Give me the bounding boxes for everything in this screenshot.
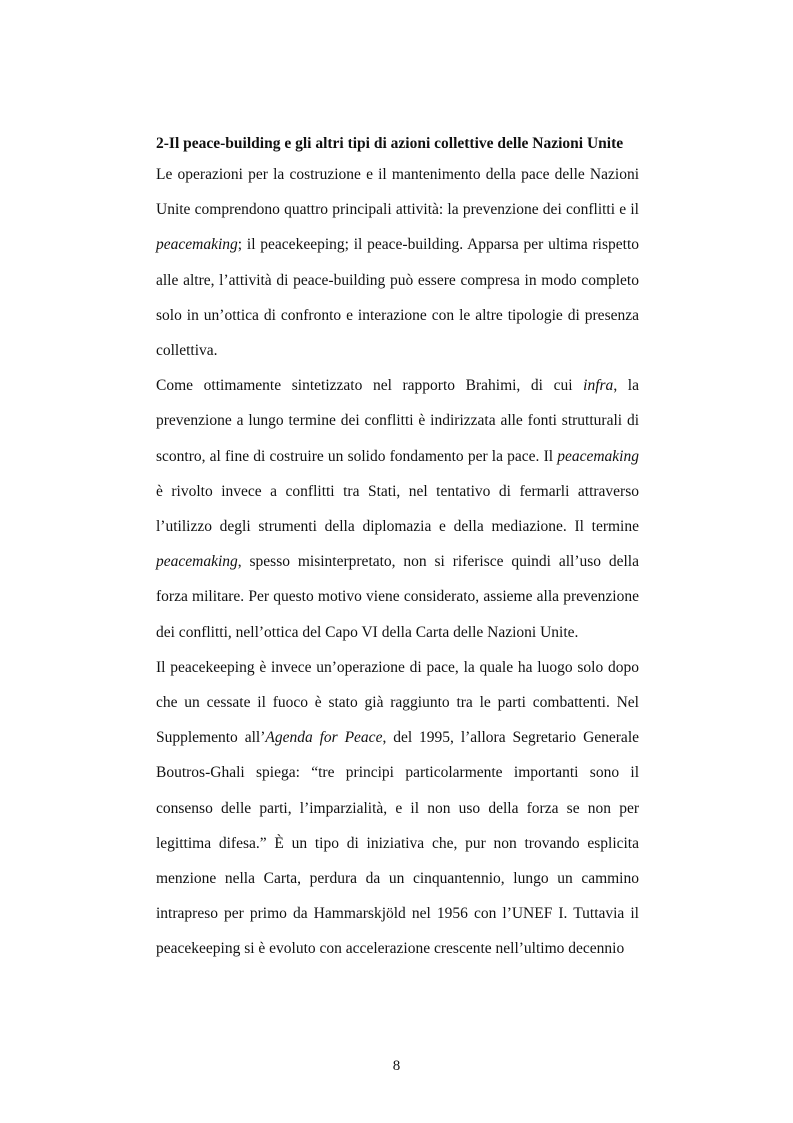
text-run: Il peacekeeping è invece un’operazione di pace, la quale ha luogo solo dopo che un cessate il fuoco è stato già raggiunto tra le parti combattenti. Nel Supplemento all’ [156, 658, 639, 747]
text-run: ; il peacekeeping; il peace-building. Apparsa per ultima rispetto alle altre, l’attività di peace-building può essere compresa in modo completo solo in un’ottica di confronto e interazione con le altre tipologie di presenza collettiva. [156, 236, 639, 360]
paragraph-1 [156, 157, 639, 368]
text-run: , la prevenzione a lungo termine dei conflitti è indirizzata alle fonti strutturali di scontro, al fine di costruire un solido fondamento per la pace. Il [156, 377, 639, 465]
italic-term: peacemaking [156, 236, 238, 254]
text-run: è rivolto invece a conflitti tra Stati, nel tentativo di fermarli attraverso l’utilizzo degli strumenti della diplomazia e della mediazione. Il termine [156, 482, 639, 536]
text-run: Le operazioni per la costruzione e il mantenimento della pace delle Nazioni Unite comprendono quattro principali attività: la prevenzione dei conflitti e il [156, 166, 639, 219]
text-run: , del 1995, l’allora Segretario Generale Boutros-Ghali spiega: “tre principi particolarmente importanti sono il consenso delle parti, l’imparzialità, e il non uso della forza se non per legittima difesa.” È un tipo di iniziativa che, pur non trovando esplicita menzione nella Carta, perdura da un cinquantennio, lungo un cammino intrapreso per primo da Hammarskjöld nel 1956 con l’UNEF I. Tuttavia il peacekeeping si è evoluto con accelerazione crescente nell’ultimo decennio [156, 729, 639, 958]
italic-term: Agenda for Peace [265, 729, 383, 747]
section-heading: 2-Il peace-building e gli altri tipi di azioni collettive delle Nazioni Unite [156, 135, 624, 152]
paragraph-2 [156, 368, 639, 650]
italic-term: infra [583, 377, 614, 395]
paragraph-3 [156, 650, 639, 967]
text-run: , spesso misinterpretato, non si riferisce quindi all’uso della forza militare. Per questo motivo viene considerato, assieme alla prevenzione dei conflitti, nell’ottica del Capo VI della Carta delle Nazioni Unite. [156, 553, 639, 641]
text-run: Come ottimamente sintetizzato nel rapporto Brahimi, di cui [156, 377, 584, 395]
italic-term: peacemaking [557, 447, 639, 465]
page-number: 8 [392, 1058, 401, 1074]
body-text [156, 131, 639, 967]
italic-term: peacemaking [156, 553, 238, 571]
